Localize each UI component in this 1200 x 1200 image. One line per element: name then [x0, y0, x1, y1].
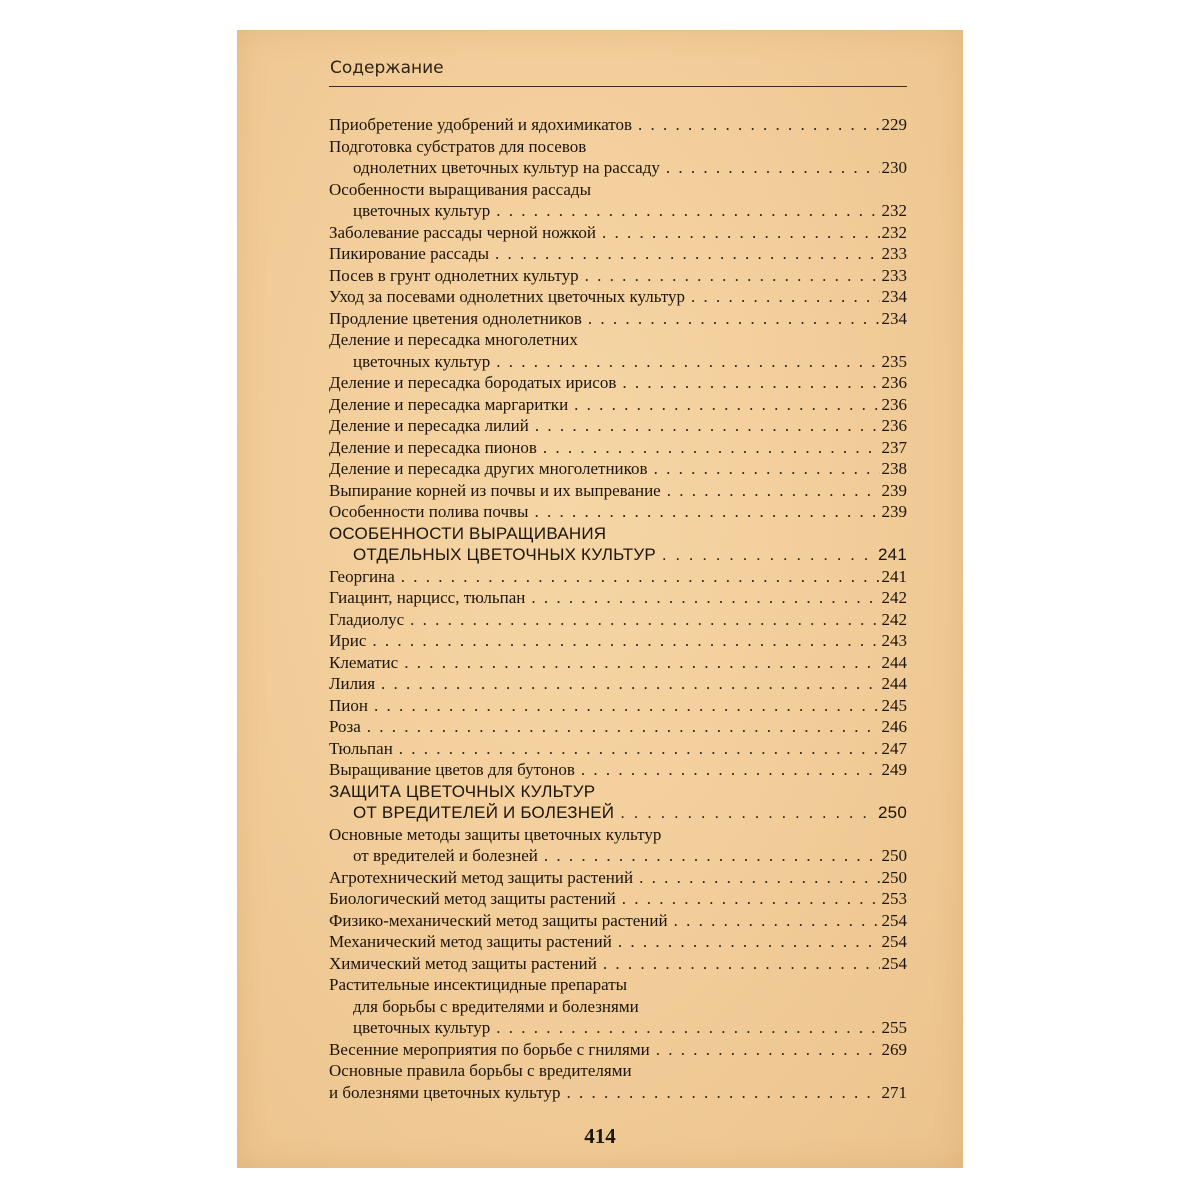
toc-entry-title: Механический метод защиты растений: [329, 932, 612, 951]
toc-entry-title: Гладиолус: [329, 609, 405, 629]
toc-entry-title: Продление цветения однолетников: [329, 308, 582, 328]
toc-line: [329, 372, 907, 394]
dot-leader: [496, 351, 879, 373]
dot-leader: [588, 308, 880, 330]
dot-leader: [622, 888, 880, 910]
toc-entry: [329, 372, 907, 394]
toc-entry: [329, 566, 907, 588]
toc-entry: [329, 286, 907, 308]
toc-page-number: 230: [881, 158, 907, 177]
toc-entry-title: ОТ ВРЕДИТЕЛЕЙ И БОЛЕЗНЕЙ: [353, 803, 615, 822]
toc-line: [329, 501, 907, 523]
dot-leader: [496, 1017, 879, 1039]
toc-entry-title: Агротехнический метод защиты растений: [329, 867, 634, 887]
dot-leader: [544, 845, 880, 867]
toc-page-number: 250: [881, 846, 907, 865]
toc-entry-title: Весенние мероприятия по борьбе с гнилями: [329, 1039, 650, 1059]
toc-entry-title: Основные методы защиты цветочных культур: [329, 824, 662, 844]
toc-entry-title: Деление и пересадка лилий: [329, 416, 529, 435]
toc-entry-title: Георгина: [329, 566, 395, 586]
toc-line: [329, 652, 907, 674]
toc-entry: [329, 673, 907, 695]
toc-line: [329, 200, 907, 222]
toc-page-number: 243: [881, 631, 907, 650]
toc-entry: [329, 738, 907, 760]
toc-line: [329, 759, 907, 781]
dot-leader: [662, 544, 876, 566]
toc-entry: [329, 867, 907, 889]
toc-entry: [329, 630, 907, 652]
toc-section: [329, 523, 907, 566]
toc-line: [329, 157, 907, 179]
toc-entry: [329, 308, 907, 330]
toc-line: [329, 114, 907, 136]
toc-page-number: 242: [881, 609, 907, 629]
dot-leader: [535, 415, 880, 437]
toc-line: [329, 630, 907, 652]
dot-leader: [367, 716, 880, 738]
toc-entry-title: Химический метод защиты растений: [329, 953, 597, 973]
toc-line: [329, 566, 907, 588]
toc-entry-title: Деление и пересадка других многолетников: [329, 459, 648, 478]
toc-page-number: 244: [881, 652, 907, 672]
toc-entry-title: Уход за посевами однолетних цветочных культур: [329, 287, 686, 306]
toc-line: [329, 824, 907, 846]
toc-line: [329, 523, 907, 545]
toc-entry-title: Пикирование рассады: [329, 244, 490, 263]
dot-leader: [372, 630, 879, 652]
toc-page-number: 242: [881, 588, 907, 607]
dot-leader: [574, 394, 879, 416]
toc-entry-title: Деление и пересадка маргаритки: [329, 394, 569, 414]
dot-leader: [543, 437, 880, 459]
toc-entry-title: для борьбы с вредителями и болезнями: [353, 996, 639, 1016]
toc-entry-title: Выращивание цветов для бутонов: [329, 760, 575, 779]
toc-page-number: 236: [881, 373, 907, 392]
toc-page-number: 232: [881, 222, 907, 242]
header-rule: [329, 86, 907, 87]
toc-line: [329, 867, 907, 889]
toc-page-number: 233: [881, 265, 907, 285]
toc-page-number: 254: [881, 953, 907, 973]
toc-entry: [329, 243, 907, 265]
toc-line: [329, 351, 907, 373]
toc-entry: [329, 136, 907, 179]
toc-line: [329, 910, 907, 932]
toc-entry-title: Приобретение удобрений и ядохимикатов: [329, 115, 633, 134]
toc-page-number: 241: [878, 545, 907, 564]
dot-leader: [585, 265, 880, 287]
toc-entry: [329, 222, 907, 244]
toc-entry: [329, 759, 907, 781]
toc-page-number: 239: [881, 502, 907, 521]
toc-entry: [329, 437, 907, 459]
toc-entry-title: Выпирание корней из почвы и их выпревание: [329, 480, 661, 500]
toc-entry-title: Посев в грунт однолетних культур: [329, 265, 579, 285]
toc-line: [329, 695, 907, 717]
dot-leader: [495, 243, 879, 265]
toc-entry: [329, 824, 907, 867]
toc-entry: [329, 609, 907, 631]
toc-line: [329, 1060, 907, 1082]
toc-entry-title: Роза: [329, 717, 361, 736]
toc-page-number: 236: [881, 416, 907, 435]
toc-line: [329, 1039, 907, 1061]
toc-line: [329, 265, 907, 287]
toc-line: [329, 329, 907, 351]
toc-entry-title: Лилия: [329, 674, 376, 693]
toc-entry-title: ОСОБЕННОСТИ ВЫРАЩИВАНИЯ: [329, 523, 607, 543]
toc-line: [329, 243, 907, 265]
toc-page-number: 235: [881, 351, 907, 371]
toc-entry-title: Ирис: [329, 631, 367, 650]
toc-page-number: 247: [881, 738, 907, 758]
toc-line: [329, 415, 907, 437]
toc-page-number: 250: [881, 867, 907, 887]
dot-leader: [654, 458, 880, 480]
toc-entry: [329, 910, 907, 932]
toc-entry: [329, 716, 907, 738]
toc-entry-title: Гиацинт, нарцисс, тюльпан: [329, 588, 526, 607]
dot-leader: [618, 931, 880, 953]
toc-page-number: 239: [881, 480, 907, 500]
book-page: [237, 30, 963, 1168]
toc-entry-title: однолетних цветочных культур на рассаду: [353, 158, 660, 177]
toc-line: [329, 437, 907, 459]
toc-entry: [329, 695, 907, 717]
toc-entry-title: и болезнями цветочных культур: [329, 1082, 561, 1102]
toc-entry: [329, 458, 907, 480]
toc-entry-title: Деление и пересадка пионов: [329, 437, 537, 457]
dot-leader: [638, 114, 879, 136]
toc-entry: [329, 931, 907, 953]
dot-leader: [531, 587, 879, 609]
toc-line: [329, 394, 907, 416]
toc-line: [329, 1017, 907, 1039]
toc-page-number: 244: [881, 674, 907, 693]
dot-leader: [639, 867, 879, 889]
toc-line: [329, 802, 907, 824]
toc-entry-title: Пион: [329, 695, 368, 715]
dot-leader: [404, 652, 879, 674]
toc-entry-title: Биологический метод защиты растений: [329, 889, 616, 908]
dot-leader: [603, 953, 880, 975]
dot-leader: [622, 372, 879, 394]
toc-line: [329, 845, 907, 867]
toc-entry: [329, 394, 907, 416]
toc-entry: [329, 179, 907, 222]
page-number: 414: [584, 1124, 616, 1148]
toc-page-number: 245: [881, 695, 907, 715]
toc-entry: [329, 1060, 907, 1103]
toc-page-number: 232: [881, 201, 907, 220]
dot-leader: [674, 910, 880, 932]
toc-page-number: 234: [881, 287, 907, 306]
toc-line: [329, 673, 907, 695]
toc-line: [329, 222, 907, 244]
toc-line: [329, 480, 907, 502]
toc-entry-title: цветочных культур: [353, 1018, 491, 1037]
toc-entry: [329, 265, 907, 287]
dot-leader: [620, 802, 876, 824]
table-of-contents: [329, 114, 907, 1103]
toc-page-number: 229: [881, 115, 907, 134]
toc-line: [329, 587, 907, 609]
toc-line: [329, 716, 907, 738]
toc-entry: [329, 652, 907, 674]
toc-page-number: 236: [881, 394, 907, 414]
toc-line: [329, 738, 907, 760]
toc-entry-title: Деление и пересадка многолетних: [329, 330, 578, 349]
toc-entry: [329, 501, 907, 523]
toc-page-number: 238: [881, 459, 907, 478]
toc-page-number: 233: [881, 244, 907, 263]
toc-entry-title: Заболевание рассады черной ножкой: [329, 222, 597, 242]
toc-entry: [329, 480, 907, 502]
toc-entry-title: Подготовка субстратов для посевов: [329, 136, 587, 156]
toc-entry-title: Основные правила борьбы с вредителями: [329, 1061, 632, 1080]
toc-page-number: 237: [881, 437, 907, 457]
toc-line: [329, 609, 907, 631]
toc-entry-title: Растительные инсектицидные препараты: [329, 975, 628, 994]
toc-line: [329, 544, 907, 566]
toc-entry: [329, 1039, 907, 1061]
dot-leader: [566, 1082, 879, 1104]
toc-entry-title: Деление и пересадка бородатых ирисов: [329, 373, 617, 392]
dot-leader: [374, 695, 880, 717]
dot-leader: [691, 286, 879, 308]
toc-page-number: 234: [881, 308, 907, 328]
dot-leader: [581, 759, 880, 781]
toc-line: [329, 179, 907, 201]
toc-entry: [329, 953, 907, 975]
toc-entry: [329, 587, 907, 609]
toc-line: [329, 974, 907, 996]
dot-leader: [602, 222, 879, 244]
toc-entry-title: Тюльпан: [329, 738, 393, 758]
dot-leader: [667, 480, 880, 502]
toc-entry-title: цветочных культур: [353, 351, 491, 371]
toc-page-number: 246: [881, 717, 907, 736]
toc-line: [329, 953, 907, 975]
running-head: Содержание: [330, 58, 444, 78]
toc-line: [329, 308, 907, 330]
toc-line: [329, 1082, 907, 1104]
toc-page-number: 254: [881, 910, 907, 930]
toc-entry-title: Особенности выращивания рассады: [329, 179, 591, 199]
toc-page-number: 250: [878, 803, 907, 822]
toc-page-number: 255: [881, 1018, 907, 1037]
toc-line: [329, 888, 907, 910]
toc-entry-title: ЗАЩИТА ЦВЕТОЧНЫХ КУЛЬТУР: [329, 781, 596, 801]
toc-line: [329, 931, 907, 953]
toc-page-number: 271: [881, 1082, 907, 1102]
toc-page-number: 253: [881, 889, 907, 908]
toc-entry: [329, 888, 907, 910]
toc-entry: [329, 114, 907, 136]
toc-line: [329, 136, 907, 158]
dot-leader: [534, 501, 879, 523]
toc-line: [329, 781, 907, 803]
dot-leader: [401, 566, 880, 588]
toc-entry-title: ОТДЕЛЬНЫХ ЦВЕТОЧНЫХ КУЛЬТУР: [353, 545, 656, 564]
toc-entry-title: Физико-механический метод защиты растений: [329, 910, 668, 930]
toc-entry: [329, 329, 907, 372]
dot-leader: [656, 1039, 880, 1061]
toc-page-number: 269: [881, 1039, 907, 1059]
toc-entry-title: Клематис: [329, 652, 399, 672]
toc-entry: [329, 974, 907, 1039]
dot-leader: [381, 673, 879, 695]
toc-entry-title: цветочных культур: [353, 201, 491, 220]
toc-line: [329, 286, 907, 308]
toc-line: [329, 458, 907, 480]
toc-page-number: 254: [881, 932, 907, 951]
toc-page-number: 241: [881, 566, 907, 586]
toc-entry: [329, 415, 907, 437]
toc-entry-title: от вредителей и болезней: [353, 846, 538, 865]
dot-leader: [410, 609, 879, 631]
dot-leader: [666, 157, 880, 179]
toc-line: [329, 996, 907, 1018]
toc-section: [329, 781, 907, 824]
toc-entry-title: Особенности полива почвы: [329, 502, 529, 521]
toc-page-number: 249: [881, 760, 907, 779]
dot-leader: [496, 200, 879, 222]
dot-leader: [399, 738, 880, 760]
